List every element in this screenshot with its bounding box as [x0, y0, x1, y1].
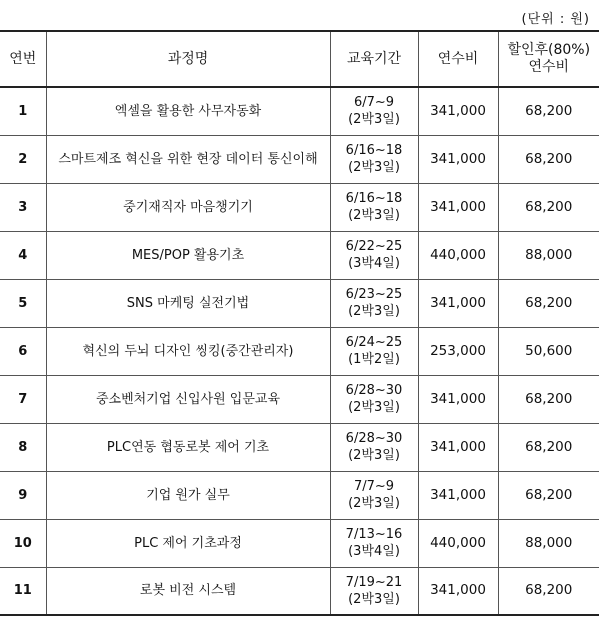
- course-dates: 6/28~30: [345, 431, 403, 446]
- row-number: 3: [0, 183, 46, 231]
- table-row: [0, 375, 599, 423]
- table-row: [0, 231, 599, 279]
- discounted-fee: 68,200: [498, 87, 599, 135]
- course-dates: 6/22~25: [345, 239, 403, 254]
- row-number: 1: [0, 87, 46, 135]
- course-duration: (3박4일): [348, 544, 400, 559]
- course-name: 중소벤처기업 신입사원 입문교육: [46, 375, 330, 423]
- discounted-fee: 68,200: [498, 279, 599, 327]
- discounted-fee: 68,200: [498, 567, 599, 615]
- header-discounted-fee: [498, 31, 599, 87]
- course-period: [330, 567, 418, 615]
- course-period: [330, 87, 418, 135]
- row-number: 9: [0, 471, 46, 519]
- course-dates: 6/7~9: [353, 95, 395, 111]
- header-discount-line2: 연수비: [528, 59, 570, 75]
- course-dates: 7/19~21: [345, 574, 403, 590]
- course-duration: (2박3일): [348, 496, 400, 511]
- course-dates: 7/7~9: [353, 479, 395, 494]
- course-name: 로봇 비전 시스템: [46, 567, 330, 615]
- course-duration: (2박3일): [348, 591, 400, 607]
- course-name: 혁신의 두뇌 디자인 씽킹(중간관리자): [46, 327, 330, 375]
- course-name: PLC연동 협동로봇 제어 기초: [46, 423, 330, 471]
- course-name: PLC 제어 기초과정: [46, 519, 330, 567]
- course-name: 엑셀을 활용한 사무자동화: [46, 87, 330, 135]
- course-name: 중기재직자 마음챙기기: [46, 183, 330, 231]
- row-number: 4: [0, 231, 46, 279]
- table-row: [0, 135, 599, 183]
- table-row: [0, 327, 599, 375]
- discounted-fee: 88,000: [498, 519, 599, 567]
- course-period: [330, 183, 418, 231]
- row-number: 2: [0, 135, 46, 183]
- row-number: 8: [0, 423, 46, 471]
- course-duration: (2박3일): [348, 400, 400, 415]
- course-fee: 341,000: [418, 183, 498, 231]
- course-period: [330, 327, 418, 375]
- course-name: 스마트제조 혁신을 위한 현장 데이터 통신이해: [46, 135, 330, 183]
- course-name: MES/POP 활용기초: [46, 231, 330, 279]
- course-duration: (3박4일): [348, 256, 400, 271]
- row-number: 5: [0, 279, 46, 327]
- discounted-fee: 88,000: [498, 231, 599, 279]
- course-name: 기업 원가 실무: [46, 471, 330, 519]
- course-period: [330, 519, 418, 567]
- header-row: [0, 31, 599, 87]
- table-row: [0, 87, 599, 135]
- course-fee: 341,000: [418, 375, 498, 423]
- table-row: [0, 519, 599, 567]
- course-dates: 6/24~25: [345, 335, 403, 350]
- course-period: [330, 375, 418, 423]
- course-dates: 6/16~18: [345, 191, 403, 206]
- course-fee: 341,000: [418, 567, 498, 615]
- course-duration: (2박3일): [348, 208, 400, 223]
- course-period: [330, 471, 418, 519]
- table-row: [0, 279, 599, 327]
- unit-note: (단위 : 원): [521, 12, 590, 27]
- course-name: SNS 마케팅 실전기법: [46, 279, 330, 327]
- table-row: [0, 183, 599, 231]
- course-table: [0, 30, 599, 616]
- course-dates: 6/23~25: [345, 287, 403, 302]
- table-row: [0, 423, 599, 471]
- course-duration: (2박3일): [348, 448, 400, 463]
- discounted-fee: 50,600: [498, 327, 599, 375]
- table-row: [0, 567, 599, 615]
- course-period: [330, 279, 418, 327]
- discounted-fee: 68,200: [498, 135, 599, 183]
- course-dates: 6/16~18: [345, 143, 403, 158]
- header-period: 교육기간: [330, 31, 418, 87]
- discounted-fee: 68,200: [498, 471, 599, 519]
- course-fee: 253,000: [418, 327, 498, 375]
- course-period: [330, 423, 418, 471]
- course-period: [330, 135, 418, 183]
- course-duration: (2박3일): [348, 112, 400, 128]
- course-dates: 6/28~30: [345, 383, 403, 398]
- discounted-fee: 68,200: [498, 183, 599, 231]
- row-number: 10: [0, 519, 46, 567]
- course-fee: 440,000: [418, 231, 498, 279]
- header-discount-line1: 할인후(80%): [507, 42, 591, 58]
- course-fee: 341,000: [418, 423, 498, 471]
- course-fee: 341,000: [418, 135, 498, 183]
- course-dates: 7/13~16: [345, 527, 403, 542]
- course-fee: 341,000: [418, 471, 498, 519]
- course-duration: (1박2일): [348, 352, 400, 367]
- course-period: [330, 231, 418, 279]
- course-fee: 341,000: [418, 279, 498, 327]
- row-number: 6: [0, 327, 46, 375]
- header-fee: 연수비: [418, 31, 498, 87]
- discounted-fee: 68,200: [498, 375, 599, 423]
- row-number: 11: [0, 567, 46, 615]
- discounted-fee: 68,200: [498, 423, 599, 471]
- header-course: 과정명: [46, 31, 330, 87]
- course-fee: 440,000: [418, 519, 498, 567]
- header-no: 연번: [0, 31, 46, 87]
- row-number: 7: [0, 375, 46, 423]
- course-fee: 341,000: [418, 87, 498, 135]
- table-row: [0, 471, 599, 519]
- course-duration: (2박3일): [348, 160, 400, 175]
- course-duration: (2박3일): [348, 304, 400, 319]
